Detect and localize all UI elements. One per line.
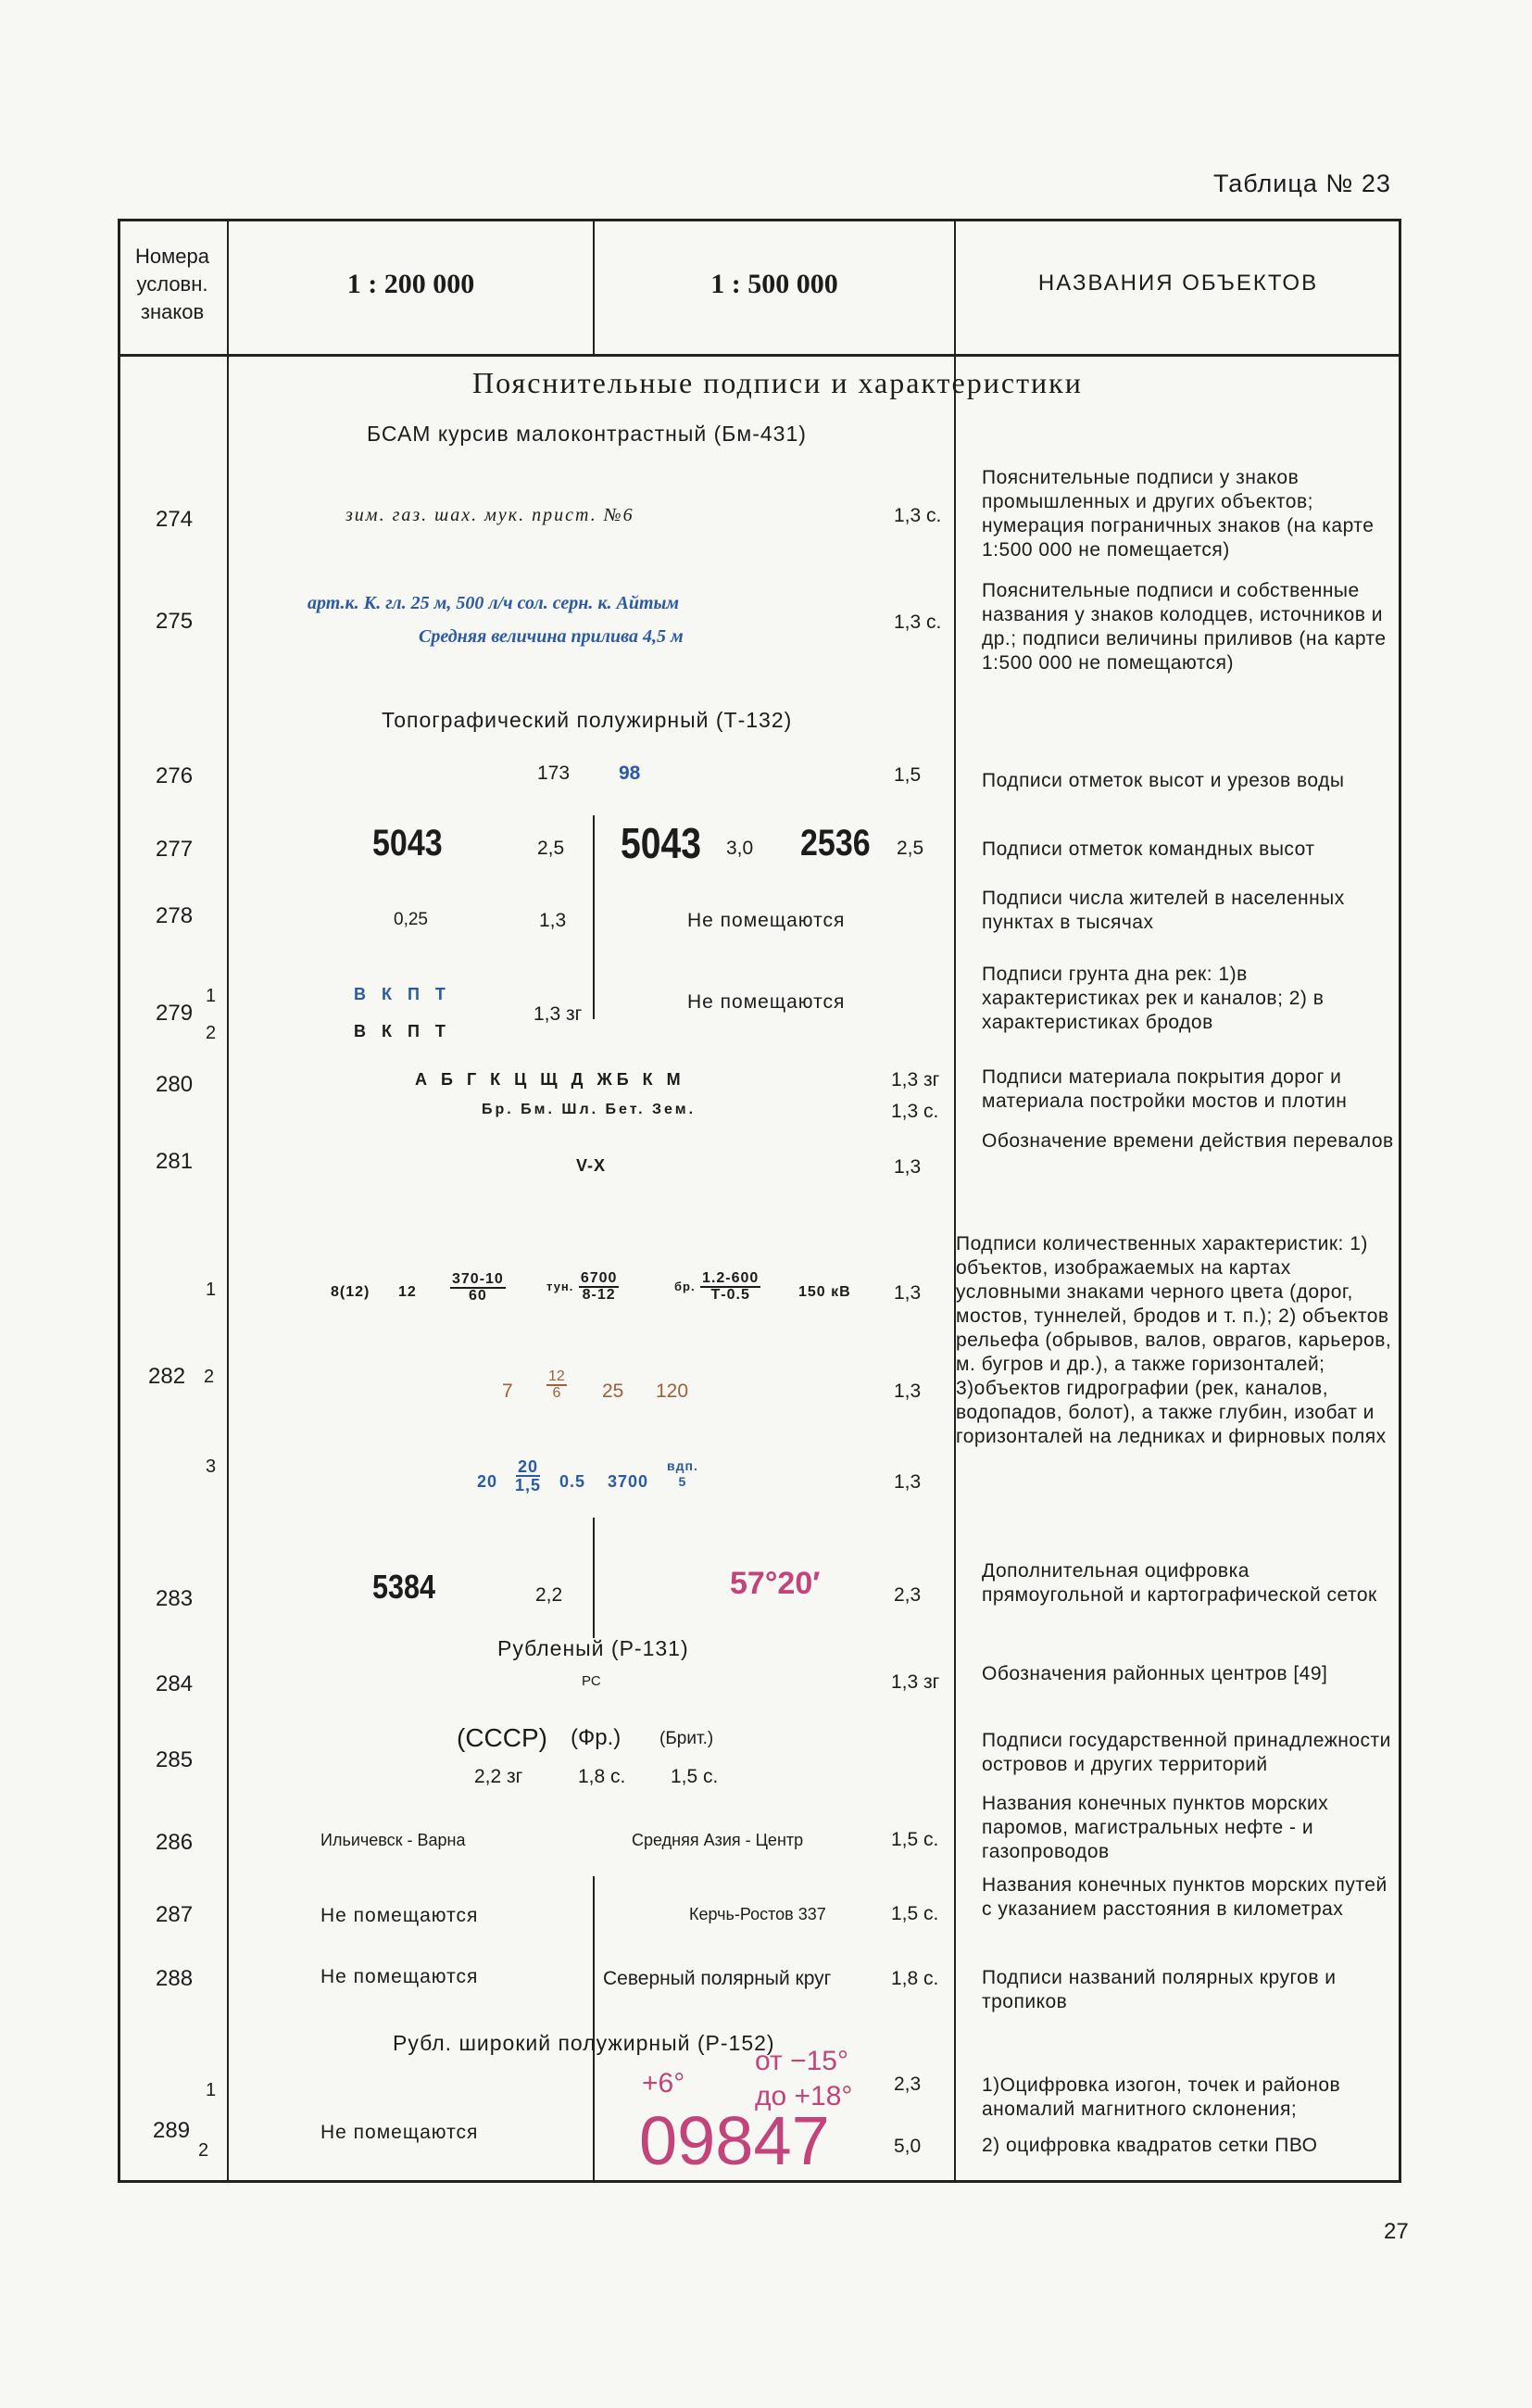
value-277-200k: 5043 — [372, 823, 443, 864]
size-283-200k: 2,2 — [535, 1584, 563, 1606]
fraction-282-3-b: $\frac{20}{1,5}$ — [515, 1457, 542, 1494]
size-289-2: 5,0 — [894, 2136, 922, 2157]
scale-divider-277-279 — [593, 815, 595, 1019]
value-282-2-c: 25 — [602, 1381, 624, 1402]
value-282-2-a: 7 — [502, 1381, 513, 1402]
value-283-200k: 5384 — [372, 1568, 436, 1606]
size-285-c: 1,5 с. — [671, 1766, 719, 1787]
desc-274: Пояснительные подписи у знаков промышленных и других объектов; нумерация пограничных знаков (на карте 1:500 000 не помещается) — [982, 467, 1375, 561]
header-scale-500k: 1 : 500 000 — [710, 269, 838, 299]
row-number: 288 — [156, 1966, 194, 1991]
value-288-200k: Не помещаются — [320, 1966, 479, 1987]
row-number: 282 — [148, 1364, 186, 1389]
row-subnumber: 1 — [206, 2080, 217, 2100]
desc-278: Подписи числа жителей в населенных пунктах в тысячах — [982, 888, 1345, 933]
row-number: 283 — [156, 1586, 194, 1611]
row-subnumber: 3 — [206, 1456, 217, 1477]
value-283-500k: 57°20′ — [730, 1566, 821, 1601]
sample-284: РС — [582, 1673, 601, 1689]
header-scale-200k: 1 : 200 000 — [346, 269, 475, 299]
row-number: 280 — [156, 1072, 194, 1097]
sample-279-line2: В К П Т — [354, 1022, 451, 1040]
row-number: 278 — [156, 903, 194, 928]
value-285-c: (Брит.) — [659, 1729, 714, 1748]
value-282-3-a: 20 — [477, 1472, 498, 1491]
size-288: 1,8 с. — [891, 1968, 939, 1989]
value-285-b: (Фр.) — [571, 1725, 622, 1750]
size-280-a: 1,3 зг — [891, 1069, 940, 1091]
value-282-1-b: 12 — [398, 1284, 417, 1300]
font-label-topo: Топографический полужирный (Т-132) — [382, 708, 793, 732]
fraction-282-1-d: тун. $\frac{6700}{8-12}$ — [546, 1270, 618, 1303]
value-277-500k-a: 5043 — [621, 819, 701, 867]
row-subnumber: 1 — [206, 1280, 217, 1300]
section-title: Пояснительные подписи и характеристики — [472, 366, 1083, 399]
desc-287: Названия конечных пунктов морских путей с указанием расстояния в километрах — [982, 1874, 1388, 1920]
size-275: 1,3 с. — [894, 611, 942, 633]
size-274: 1,3 с. — [894, 505, 942, 526]
value-279-500k: Не помещаются — [687, 991, 846, 1013]
value-289-b1: от −15° — [755, 2046, 848, 2076]
font-label-rubl-wide: Рубл. широкий полужирный (Р-152) — [393, 2031, 775, 2055]
desc-275: Пояснительные подписи и собственные названия у знаков колодцев, источников и др.; подписи величины приливов (на карте 1:500 000 не помещаются) — [982, 580, 1387, 674]
value-282-3-d: 3700 — [608, 1472, 649, 1491]
value-276-a: 173 — [537, 763, 571, 784]
desc-289-1: 1)Оцифровка изогон, точек и районов аномалий магнитного склонения; — [982, 2074, 1341, 2120]
fraction-282-2-b: $\frac{12}{6}$ — [548, 1368, 565, 1401]
desc-279: Подписи грунта дна рек: 1)в характеристиках рек и каналов; 2) в характеристиках бродов — [982, 964, 1325, 1033]
sample-280-line1: А Б Г К Ц Щ Д ЖБ К М — [415, 1070, 685, 1089]
scale-divider-286-289 — [593, 1876, 595, 2182]
row-number: 281 — [156, 1149, 194, 1174]
value-289-a: +6° — [642, 2068, 685, 2099]
row-subnumber: 2 — [198, 2140, 209, 2161]
value-289-200k: Не помещаются — [320, 2122, 479, 2143]
size-287: 1,5 с. — [891, 1903, 939, 1924]
desc-284: Обозначения районных центров [49] — [982, 1663, 1328, 1684]
value-287-200k: Не помещаются — [320, 1905, 479, 1926]
fraction-282-1-e: бр. $\frac{1.2-600}{Т-0.5}$ — [674, 1270, 760, 1303]
row-subnumber: 1 — [206, 986, 217, 1006]
size-289-1: 2,3 — [894, 2074, 922, 2095]
value-277-500k-b: 2536 — [800, 823, 871, 864]
page-number: 27 — [1384, 2219, 1409, 2244]
sample-281: V-X — [576, 1156, 607, 1175]
fraction-282-1-c: $\frac{370-10}{60}$ — [452, 1271, 504, 1304]
desc-277: Подписи отметок командных высот — [982, 838, 1315, 860]
size-284: 1,3 зг — [891, 1671, 940, 1693]
row-number: 286 — [156, 1830, 194, 1855]
size-282-1: 1,3 — [894, 1282, 922, 1304]
sample-279-line1: В К П Т — [354, 985, 451, 1003]
value-282-1-f: 150 кВ — [798, 1284, 851, 1300]
row-number: 276 — [156, 763, 194, 788]
sample-275-line2: Средняя величина прилива 4,5 м — [419, 626, 684, 647]
desc-282: Подписи количественных характеристик: 1) объектов, изображаемых на картах условными знаками черного цвета (дорог, мостов, туннелей, бродов и т. п.); 2) объектов рельефа (обрывов, валов, оврагов, карьеров, м. бугров и др.), а также горизонталей; 3)объектов гидрографии (рек, каналов, водопадов, болот), а также глубин, изобат и горизонталей на ледниках и фирновых полях — [956, 1233, 1392, 1447]
desc-285: Подписи государственной принадлежности островов и других территорий — [982, 1730, 1391, 1775]
sample-275-line1: арт.к. К. гл. 25 м, 500 л/ч сол. серн. к. Айтым — [308, 593, 680, 613]
desc-283: Дополнительная оцифровка прямоугольной и картографической сеток — [982, 1560, 1377, 1606]
row-subnumber: 2 — [206, 1023, 217, 1043]
desc-286: Названия конечных пунктов морских паромов, магистральных нефте - и газопроводов — [982, 1793, 1329, 1862]
size-278-200k: 1,3 — [539, 910, 567, 931]
value-278-200k: 0,25 — [394, 910, 428, 929]
size-285-a: 2,2 зг — [474, 1766, 523, 1787]
desc-289-2: 2) оцифровка квадратов сетки ПВО — [982, 2135, 1318, 2156]
size-280-b: 1,3 с. — [891, 1101, 939, 1122]
scale-divider-283 — [593, 1518, 595, 1638]
value-282-3-c: 0.5 — [559, 1472, 586, 1491]
row-number: 279 — [156, 1001, 194, 1026]
value-282-1-a: 8(12) — [331, 1284, 370, 1300]
size-276: 1,5 — [894, 764, 922, 786]
value-286-200k: Ильичевск - Варна — [320, 1831, 466, 1849]
sample-280-line2: Бр. Бм. Шл. Бет. Зем. — [482, 1102, 697, 1117]
row-number: 287 — [156, 1902, 194, 1927]
size-282-3: 1,3 — [894, 1471, 922, 1493]
size-286: 1,5 с. — [891, 1829, 939, 1850]
row-number: 289 — [153, 2118, 191, 2143]
row-subnumber: 2 — [204, 1367, 215, 1387]
header-object-names: НАЗВАНИЯ ОБЪЕКТОВ — [1037, 271, 1319, 296]
desc-280: Подписи материала покрытия дорог и материала постройки мостов и плотин — [982, 1066, 1348, 1112]
row-number: 285 — [156, 1747, 194, 1772]
value-289-big: 09847 — [639, 2102, 830, 2179]
desc-288: Подписи названий полярных кругов и тропиков — [982, 1967, 1337, 2012]
names-column-divider — [954, 219, 956, 2183]
desc-281: Обозначение времени действия перевалов — [982, 1130, 1394, 1152]
size-283-500k: 2,3 — [894, 1584, 922, 1606]
value-286-500k: Средняя Азия - Центр — [632, 1831, 804, 1849]
size-285-b: 1,8 с. — [578, 1766, 626, 1787]
fraction-282-3-e: вдп. 5 — [667, 1458, 698, 1489]
value-278-500k: Не помещаются — [687, 910, 846, 931]
num-column-divider — [227, 219, 229, 2183]
value-288-500k: Северный полярный круг — [603, 1968, 832, 1989]
value-287-500k: Керчь-Ростов 337 — [689, 1905, 826, 1923]
header-divider — [118, 354, 1401, 357]
size-282-2: 1,3 — [894, 1381, 922, 1402]
value-285-a: (СССР) — [457, 1723, 547, 1752]
value-289-b2: до +18° — [755, 2081, 853, 2112]
size-277-500k-b: 2,5 — [897, 838, 924, 859]
size-277-500k-a: 3,0 — [726, 838, 754, 859]
desc-276: Подписи отметок высот и урезов воды — [982, 770, 1345, 791]
header-col-num: Номера условн. знаков — [135, 245, 209, 323]
value-276-b: 98 — [619, 763, 641, 784]
row-number: 284 — [156, 1671, 194, 1696]
table-caption: Таблица № 23 — [1213, 170, 1391, 197]
font-label-bsam: БСАМ курсив малоконтрастный (Бм-431) — [367, 422, 807, 446]
size-281: 1,3 — [894, 1156, 922, 1178]
row-number: 277 — [156, 837, 194, 862]
size-277-200k: 2,5 — [537, 838, 565, 859]
value-282-2-d: 120 — [656, 1381, 689, 1402]
row-number: 274 — [156, 507, 194, 532]
size-279-200k: 1,3 зг — [534, 1003, 583, 1025]
row-number: 275 — [156, 609, 194, 634]
font-label-rubl: Рубленый (Р-131) — [497, 1636, 689, 1660]
sample-274: зим. газ. шах. мук. прист. №6 — [345, 505, 634, 525]
